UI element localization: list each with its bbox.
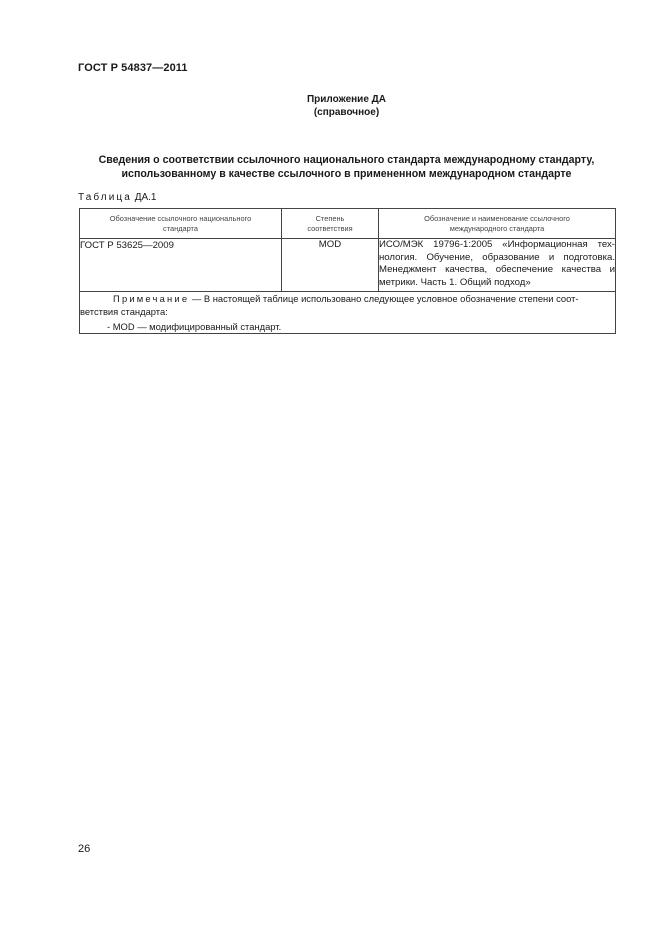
cell-national-standard: ГОСТ Р 53625—2009: [80, 239, 282, 292]
note-label: Примечание: [113, 293, 190, 304]
correspondence-table: [79, 208, 616, 334]
section-title-line-2: использованному в качестве ссылочного в примененном международном стандарте: [121, 168, 572, 180]
appendix-title: Приложение ДА: [306, 94, 387, 105]
table-caption-label: Таблица: [78, 192, 132, 203]
appendix-heading: [0, 93, 661, 119]
note-line-2: ветствия стандарта:: [80, 306, 168, 317]
table-caption-number: ДА.1: [131, 192, 157, 203]
column-header-national: Обозначение ссылочного национального стандарта: [80, 209, 282, 239]
table-header-row: [80, 209, 616, 239]
table-note: [80, 292, 616, 334]
table-row: [80, 239, 616, 292]
note-list-item: - MOD — модифицированный стандарт.: [107, 321, 282, 332]
table-note-row: [80, 292, 616, 334]
appendix-subtitle: (справочное): [313, 107, 380, 118]
document-code: ГОСТ Р 54837—2011: [78, 62, 188, 74]
page-number: 26: [78, 843, 91, 855]
section-title: [78, 153, 615, 181]
column-header-degree: Степень соответствия: [282, 209, 379, 239]
cell-degree: MOD: [282, 239, 379, 292]
cell-international-standard: ИСО/МЭК 19796-1:2005 «Информационная тех- нология. Обучение, образование и подготовка. Менеджмент качества, обеспечение качества и метрики. Часть 1. Общий подход»: [379, 239, 616, 292]
section-title-line-1: Сведения о соответствии ссылочного национального стандарта международному стандарту,: [98, 154, 595, 166]
table-caption: [78, 192, 156, 203]
column-header-international: Обозначение и наименование ссылочного международного стандарта: [379, 209, 616, 239]
note-line-1: Примечание — В настоящей таблице использовано следующее условное обозначение степени соот-: [113, 293, 579, 304]
